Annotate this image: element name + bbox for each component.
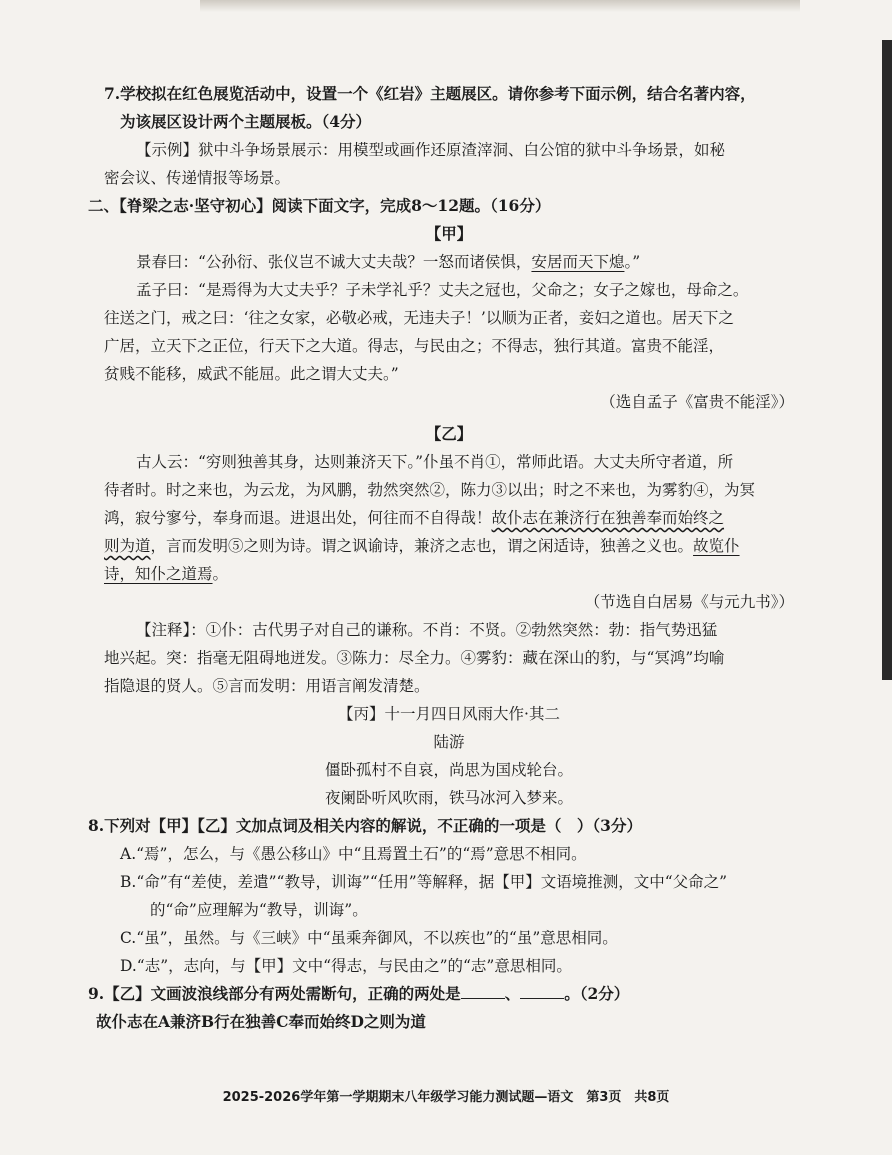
scan-shadow (200, 0, 800, 12)
jia-p1-text: 景春曰：“公孙衍、张仪岂不诚大丈夫哉？一怒而诸侯惧， (136, 253, 532, 271)
yi-wavy-sentence: 故仆志在兼济行在独善奉而始终之 (491, 509, 725, 527)
notes-line1: 【注释】：①仆：古代男子对自己的谦称。不肖：不贤。②勃然突然：勃：指气势迅猛 (136, 621, 718, 639)
jia-p2-line4: 贫贱不能移，威武不能屈。此之谓大丈夫。” (104, 365, 399, 383)
yi-underlined-sentence: 故览仆 (693, 537, 740, 555)
q9-separator: 、 (504, 984, 521, 1003)
q9-stem (88, 980, 794, 1008)
q8-option-b-line2: 的“命”应理解为“教导，训诲”。 (150, 901, 368, 919)
q8-option-c: C.“虽”，虽然。与《三峡》中“虽乘奔御风，不以疾也”的“虽”意思相同。 (120, 929, 618, 947)
jia-heading: 【甲】 (425, 224, 473, 243)
yi-underlined-sentence-end: 诗，知仆之道焉 (104, 565, 213, 583)
yi-line5-end: 。 (212, 565, 229, 583)
q9-score: 。（2分） (564, 984, 630, 1003)
q9-answer-blank-1[interactable] (461, 984, 505, 999)
q7-example-line2: 密会议、传递情报等场景。 (104, 169, 291, 187)
q7-example-line1: 【示例】狱中斗争场景展示：用模型或画作还原渣滓洞、白公馆的狱中斗争场景，如秘 (136, 141, 726, 159)
yi-line3 (104, 504, 794, 532)
q7-line2: 为该展区设计两个主题展板。（4分） (120, 112, 372, 131)
notes-line3: 指隐退的贤人。⑤言而发明：用语言阐发清楚。 (104, 677, 430, 695)
bing-verse1: 僵卧孤村不自哀，尚思为国戍轮台。 (324, 761, 573, 779)
q8-option-d: D.“志”，志向，与【甲】文中“得志，与民由之”的“志”意思相同。 (120, 957, 572, 975)
q8-stem: 8.下列对【甲】【乙】文加点词及相关内容的解说，不正确的一项是（ ）（3分） (88, 816, 642, 835)
page-footer: 2025-2026学年第一学期期末八年级学习能力测试题—语文 第3页 共8页 (222, 1090, 670, 1105)
bing-heading: 【丙】十一月四日风雨大作·其二 (338, 705, 560, 723)
jia-p2-line3: 广居，立天下之正位，行天下之大道。得志，与民由之；不得志，独行其道。富贵不能淫， (104, 337, 725, 355)
yi-wavy-sentence-end: 则为道 (104, 537, 151, 555)
jia-p2-line1: 孟子曰：“是焉得为大丈夫乎？子未学礼乎？丈夫之冠也，父命之；女子之嫁也，母命之。 (136, 281, 749, 299)
yi-line5 (104, 560, 794, 588)
q9-answer-blank-2[interactable] (520, 984, 564, 999)
yi-line4 (104, 532, 794, 560)
bing-author: 陆游 (433, 733, 465, 751)
jia-p1-end: 。” (624, 253, 641, 271)
page-content (88, 80, 794, 1036)
q8-option-b-line1: B.“命”有“差使，差遣”“教导，训诲”“任用”等解释，据【甲】文语境推测，文中“父命之” (120, 873, 728, 891)
q9-sentence: 故仆志在A兼济B行在独善C奉而始终D之则为道 (96, 1012, 426, 1031)
q9-stem-text: 9.【乙】文画波浪线部分有两处需断句，正确的两处是 (88, 984, 461, 1003)
jia-p2-line2: 往送之门，戒之曰：‘往之女家，必敬必戒，无违夫子！’以顺为正者，妾妇之道也。居天下之 (104, 309, 734, 327)
notes-line2: 地兴起。突：指毫无阻碍地迸发。③陈力：尽全力。④雾豹：藏在深山的豹，与“冥鸿”均喻 (104, 649, 725, 667)
q8-option-a: A.“焉”，怎么，与《愚公移山》中“且焉置土石”的“焉”意思不相同。 (120, 845, 587, 863)
scan-edge (882, 40, 892, 680)
yi-line3-text: 鸿，寂兮寥兮，奉身而退。进退出处，何往而不自得哉！ (104, 509, 492, 527)
yi-source: （节选自白居易《与元九书》） (584, 593, 794, 611)
jia-source: （选自孟子《富贵不能淫》） (600, 393, 794, 411)
yi-line4-text: ，言而发明⑤之则为诗。谓之讽谕诗，兼济之志也，谓之闲适诗，独善之义也。 (150, 537, 694, 555)
bing-verse2: 夜阑卧听风吹雨，铁马冰河入梦来。 (324, 789, 573, 807)
yi-heading: 【乙】 (425, 424, 473, 443)
section2-title: 二、【脊梁之志·坚守初心】阅读下面文字，完成8～12题。（16分） (88, 196, 551, 215)
q7-line1: 7.学校拟在红色展览活动中，设置一个《红岩》主题展区。请你参考下面示例，结合名著内容， (104, 84, 756, 103)
jia-p1 (104, 248, 794, 276)
yi-line2: 待者时。时之来也，为云龙，为风鹏，勃然突然②，陈力③以出；时之不来也，为雾豹④，为冥 (104, 481, 756, 499)
jia-underlined-phrase: 安居而天下熄 (531, 253, 625, 271)
yi-line1: 古人云：“穷则独善其身，达则兼济天下。”仆虽不肖①，常师此语。大丈夫所守者道，所 (136, 453, 734, 471)
